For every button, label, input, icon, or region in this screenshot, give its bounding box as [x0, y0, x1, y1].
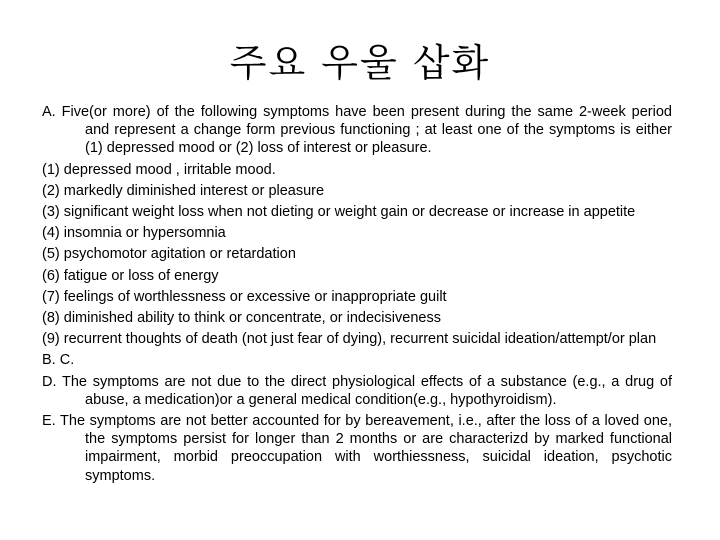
symptom-7: (7) feelings of worthlessness or excessive or inappropriate guilt [42, 288, 447, 305]
symptom-1: (1) depressed mood , irritable mood. [42, 161, 276, 178]
criterion-a: A. Five(or more) of the following symptoms have been present during the same 2-week period and represent a change form previous functioning ; at least one of the symptoms is either (1) depressed mood or (2) loss of interest or pleasure. [42, 104, 672, 157]
slide-title: 주요 우울 삽화 [229, 41, 491, 85]
criteria-list [42, 103, 672, 488]
criterion-b-c: B. C. [42, 352, 75, 369]
symptom-6: (6) fatigue or loss of energy [42, 267, 219, 284]
symptom-4: (4) insomnia or hypersomnia [42, 225, 226, 242]
symptom-9: (9) recurrent thoughts of death (not just fear of dying), recurrent suicidal ideation/attempt/or plan [42, 331, 657, 348]
symptom-5: (5) psychomotor agitation or retardation [42, 246, 296, 263]
criterion-d: D. The symptoms are not due to the direct physiological effects of a substance (e.g., a drug of abuse, a medication)or a general medical condition(e.g., hypothyroidism). [42, 373, 672, 408]
criterion-e: E. The symptoms are not better accounted for by bereavement, i.e., after the loss of a loved one, the symptoms persist for longer than 2 months or are characterizd by marked functional impairment, morbid preoccupation with worthiessness, suicidal ideation, psychotic symptoms. [42, 413, 672, 484]
symptom-3: (3) significant weight loss when not dieting or weight gain or decrease or increase in appetite [42, 204, 636, 221]
symptom-2: (2) markedly diminished interest or pleasure [42, 182, 325, 199]
symptom-8: (8) diminished ability to think or concentrate, or indecisiveness [42, 310, 441, 327]
